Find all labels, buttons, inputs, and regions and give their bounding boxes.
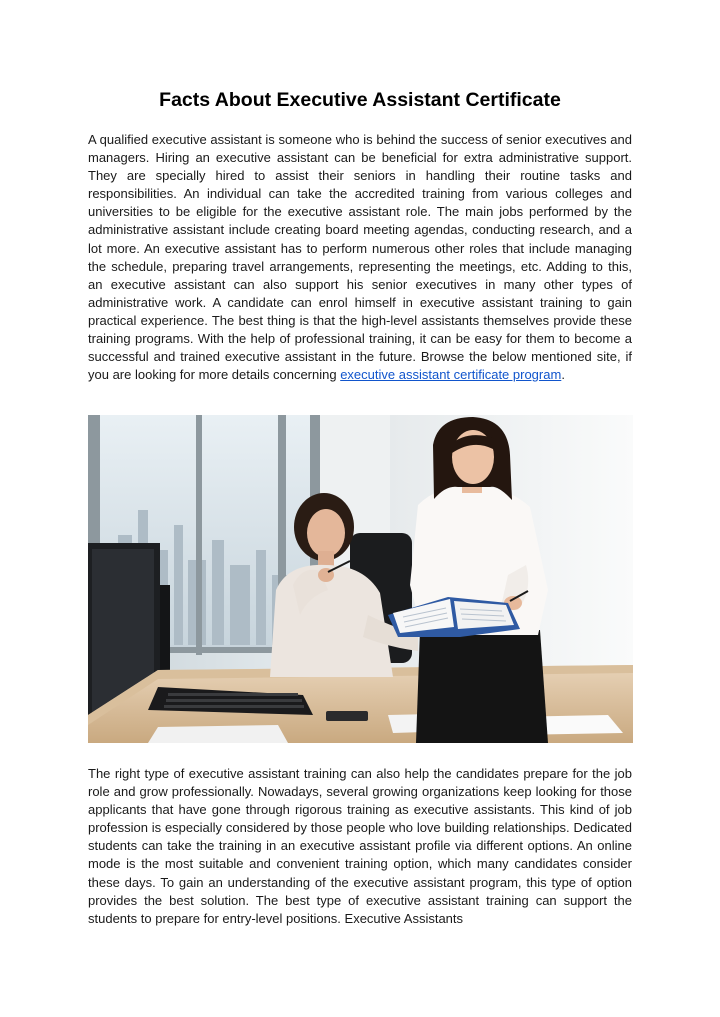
body-paragraph: The right type of executive assistant training can also help the candidates prepare for the job role and grow professionally. Nowadays, several growing organizations keep looking for those applicants that have gone through rigorous training as executive assistants. This kind of job profession is especially considered by those people who love building relationships. Dedicated students can take the training in an executive assistant profile via different options. An online mode is the most suitable and convenient training option, which many candidates consider these days. To gain an understanding of the executive assistant program, this type of option provides the best solution. The best type of executive assistant training can support the students to prepare for entry-level positions. Executive Assistants xyxy=(88,766,632,926)
intro-paragraph-text: A qualified executive assistant is someone who is behind the success of senior executives and managers. Hiring an executive assistant can be beneficial for extra administrative support. They are specially hired to assist their seniors in handling their routine tasks and responsibilities. An individual can take the accredited training from various colleges and universities to be eligible for the executive assistant role. The main jobs performed by the administrative assistant include creating board meeting agendas, conducting research, and a lot more. An executive assistant has to perform numerous other roles that include managing the schedule, preparing travel arrangements, representing the meetings, etc. Adding to this, an executive assistant can also support his senior executives in many other types of administrative work. A candidate can enrol himself in executive assistant training to gain practical experience. The best thing is that the high-level assistants themselves provide these training programs. With the help of professional training, it can be easy for them to become a successful and trained executive assistant in the future. Browse the below mentioned site, if you are looking for more details concerning xyxy=(88,132,632,383)
page-title: Facts About Executive Assistant Certificate xyxy=(159,89,561,111)
intro-paragraph-end: . xyxy=(561,367,565,383)
office-photo xyxy=(88,415,633,743)
intro-paragraph xyxy=(88,131,632,384)
certificate-program-link[interactable]: executive assistant certificate program xyxy=(340,367,562,383)
